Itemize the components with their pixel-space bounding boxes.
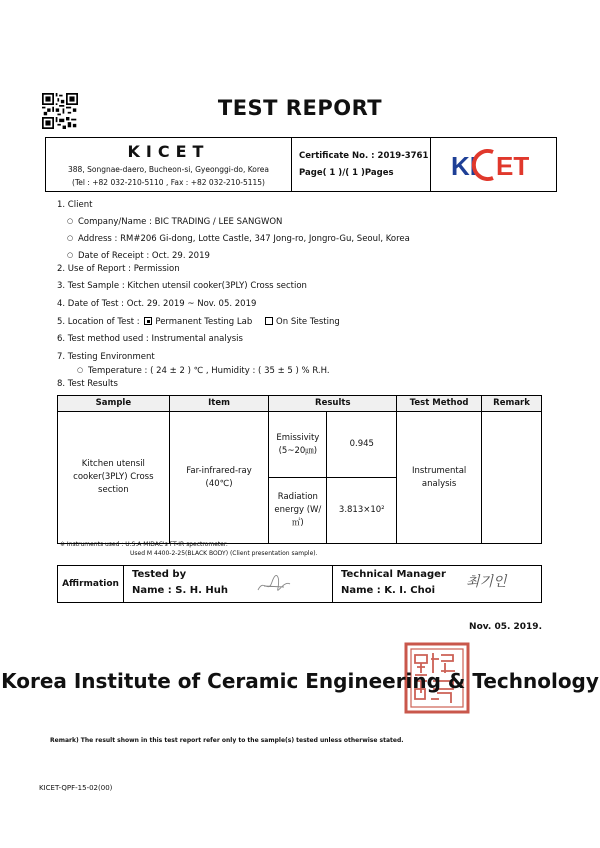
results-table [57, 395, 542, 544]
organization-name: Korea Institute of Ceramic Engineering & Technology [1, 669, 599, 693]
client-receipt-date: ○ Date of Receipt : Oct. 29. 2019 [67, 251, 210, 261]
client-address: ○ Address : RM#206 Gi-dong, Lotte Castle, 347 Jong-ro, Jongro-Gu, Seoul, Korea [67, 234, 410, 244]
environment-values: ○ Temperature : ( 24 ± 2 ) ℃ , Humidity : ( 35 ± 5 ) % R.H. [77, 366, 330, 376]
tested-by-name: Name : S. H. Huh [132, 585, 229, 596]
page-count: Page( 1 )/( 1 )Pages [299, 168, 394, 178]
header-box [45, 137, 557, 192]
col-sample: Sample [58, 396, 170, 412]
org-short-name: KICET [127, 142, 210, 161]
remark-text: Remark) The result shown in this test report refer only to the sample(s) tested unless otherwise stated. [50, 737, 404, 744]
test-method: 6. Test method used : Instrumental analysis [57, 334, 243, 344]
kicet-logo [441, 146, 551, 184]
test-sample: 3. Test Sample : Kitchen utensil cooker(3PLY) Cross section [57, 281, 307, 291]
manager-signature: 최기인 [466, 574, 507, 590]
manager-label: Technical Manager [341, 569, 446, 580]
instrument-note-2: Used M 4400-2-25(BLACK BODY) (Client presentation sample). [130, 550, 318, 557]
col-item: Item [169, 396, 269, 412]
client-heading: 1. Client [57, 200, 93, 210]
cell-sample: Kitchen utensil cooker(3PLY) Cross section [58, 412, 170, 544]
col-method: Test Method [397, 396, 482, 412]
affirmation-box [57, 565, 542, 603]
certificate-number: Certificate No. : 2019-3761 [299, 151, 429, 161]
affirmation-label: Affirmation [58, 566, 124, 602]
cell-item: Far-infrared-ray (40℃) [169, 412, 269, 544]
cell-method: Instrumental analysis [397, 412, 482, 544]
instrument-note-1: ※ Instruments used : U.S.A MIDAC's FT-IR spectrometer. [60, 541, 228, 548]
date-of-test: 4. Date of Test : Oct. 29. 2019 ~ Nov. 05. 2019 [57, 299, 257, 309]
cell-emissivity-label: Emissivity (5~20㎛) [269, 412, 327, 478]
on-site-checkbox [265, 317, 273, 325]
use-of-report: 2. Use of Report : Permission [57, 264, 180, 274]
client-company: ○ Company/Name : BIC TRADING / LEE SANGWON [67, 217, 283, 227]
permanent-lab-checkbox [144, 317, 152, 325]
col-results: Results [269, 396, 397, 412]
logo-text-ki: KI [451, 151, 477, 181]
logo-text-et: ET [496, 151, 530, 181]
org-contact: (Tel : +82 032-210-5110 , Fax : +82 032-210-5115) [72, 178, 265, 187]
results-heading: 8. Test Results [57, 379, 118, 389]
report-title: TEST REPORT [217, 96, 383, 120]
environment-heading: 7. Testing Environment [57, 352, 155, 362]
location-of-test: 5. Location of Test : Permanent Testing Lab On Site Testing [57, 317, 340, 327]
tester-signature [254, 572, 294, 598]
issue-date: Nov. 05. 2019. [469, 622, 542, 632]
cell-emissivity-value: 0.945 [327, 412, 397, 478]
tested-by-label: Tested by [132, 569, 187, 580]
cell-radiation-label: Radiation energy (W/㎡) [269, 478, 327, 544]
cell-radiation-value: 3.813×10² [327, 478, 397, 544]
form-code: KICET-QPF-15-02(00) [39, 784, 113, 792]
col-remark: Remark [482, 396, 542, 412]
org-address: 388, Songnae-daero, Bucheon-si, Gyeonggi-do, Korea [68, 165, 269, 174]
manager-name: Name : K. I. Choi [341, 585, 436, 596]
cell-remark [482, 412, 542, 544]
